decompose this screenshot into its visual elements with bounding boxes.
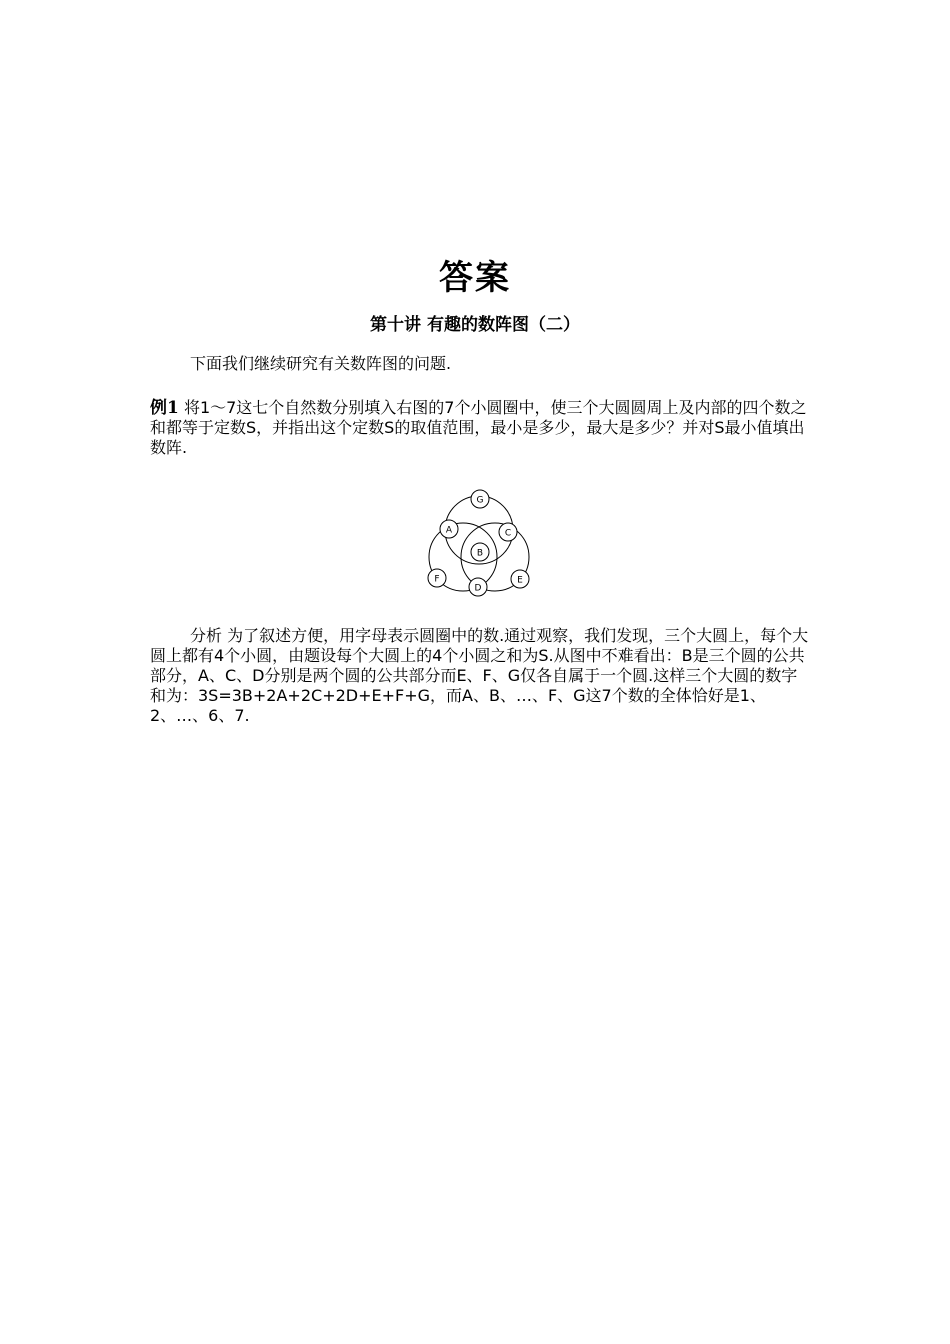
node-b-label: B bbox=[476, 548, 484, 559]
lecture-subtitle: 第十讲 有趣的数阵图（二） bbox=[370, 315, 580, 335]
example-paragraph bbox=[150, 398, 810, 458]
node-a-label: A bbox=[445, 525, 453, 536]
node-f bbox=[428, 569, 446, 587]
example-text: 将1～7这七个自然数分别填入右图的7个小圆圈中，使三个大圆圆周上及内部的四个数之和都等于定数S，并指出这个定数S的取值范围，最小是多少，最大是多少？并对S最小值填出数阵. bbox=[150, 398, 807, 457]
node-c-label: C bbox=[504, 528, 512, 539]
node-f-label: F bbox=[434, 574, 440, 585]
node-g-label: G bbox=[476, 495, 484, 506]
circle-diagram bbox=[418, 482, 540, 604]
node-a bbox=[440, 520, 458, 538]
intro-paragraph: 下面我们继续研究有关数阵图的问题. bbox=[190, 354, 452, 373]
node-g bbox=[471, 490, 489, 508]
node-e-label: E bbox=[517, 575, 523, 586]
example-label: 例1 bbox=[150, 398, 179, 418]
analysis-paragraph: 分析 为了叙述方便，用字母表示圆圈中的数.通过观察，我们发现，三个大圆上，每个大圆上都有4个小圆，由题设每个大圆上的4个小圆之和为S.从图中不难看出：B是三个圆的公共部分，A、C、D分别是两个圆的公共部分而E、F、G仅各自属于一个圆.这样三个大圆的数字和为：3S=3B+2A+2C+2D+E+F+G，而A、B、…、F、G这7个数的全体恰好是1、2、…、6、7. bbox=[150, 626, 809, 725]
node-d-label: D bbox=[474, 583, 482, 594]
node-b bbox=[471, 543, 489, 561]
page-title: 答案 bbox=[439, 258, 511, 298]
node-d bbox=[469, 578, 487, 596]
node-e bbox=[511, 570, 529, 588]
node-c bbox=[499, 523, 517, 541]
